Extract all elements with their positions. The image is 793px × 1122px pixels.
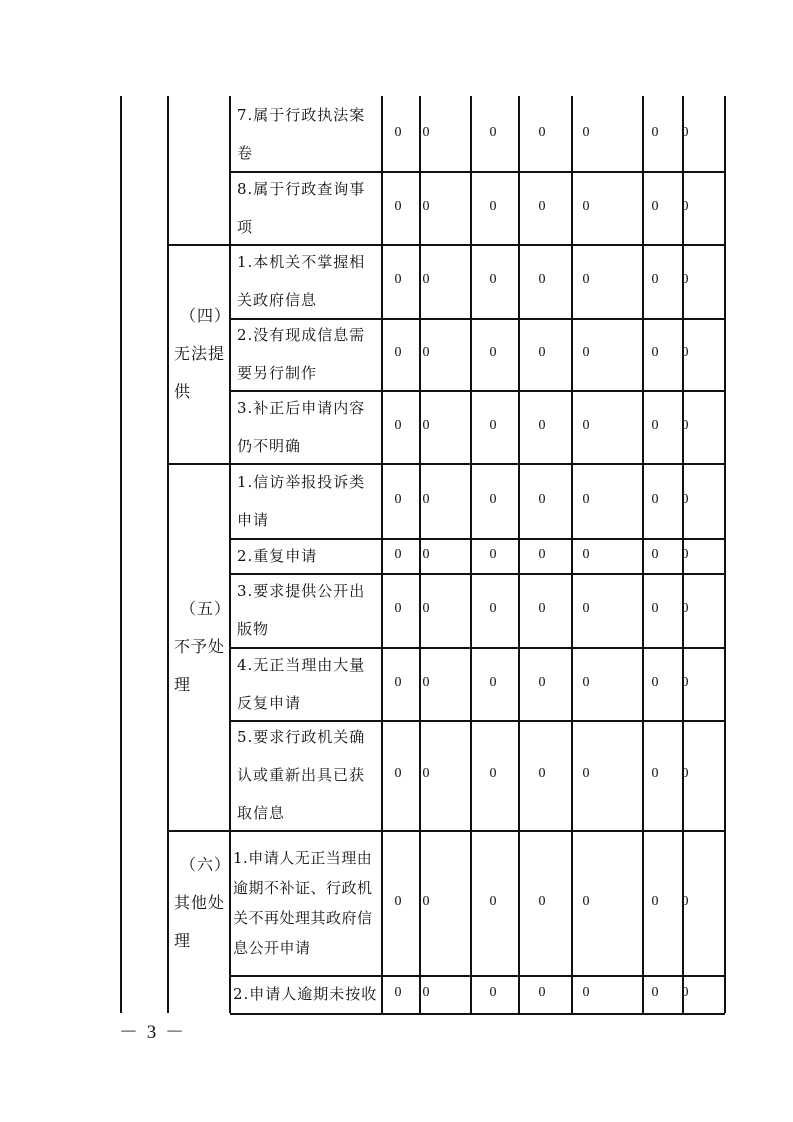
table-cell-value: 0: [651, 893, 659, 909]
table-row: [230, 390, 381, 463]
table-cell-value: 0: [394, 985, 402, 1000]
row-label-line: 3.要求提供公开出: [237, 582, 366, 600]
table-row: [230, 244, 381, 318]
group-label-line: （四）: [180, 305, 232, 325]
table-cell-value: 0: [681, 766, 689, 781]
table-cell-value: 0: [538, 893, 546, 909]
group-label-line: 无法提: [174, 343, 226, 363]
table-cell-value: 0: [489, 345, 497, 360]
table-cell-value: 0: [651, 198, 659, 214]
row-label-line: 1.信访举报投诉类: [237, 472, 366, 491]
table-cell-value: 0: [582, 893, 590, 909]
row-label: [230, 463, 365, 539]
table-cell-value: 0: [394, 546, 402, 562]
row-label: [230, 243, 365, 319]
row-label: [230, 984, 377, 1004]
table-column-divider: [642, 96, 644, 1013]
row-label-line: 项: [237, 217, 254, 236]
table-cell-value: 0: [651, 417, 659, 433]
table-cell-value: 0: [582, 674, 590, 690]
table-cell-value: 0: [681, 985, 689, 1000]
row-label-line: 2.没有现成信息需: [237, 326, 366, 344]
table-cell-value: 0: [582, 272, 590, 287]
table-cell-value: 0: [394, 491, 402, 507]
row-label-line: 3.补正后申请内容: [237, 398, 366, 417]
table-cell-value: 0: [681, 674, 689, 690]
row-label-line: 仍不明确: [237, 436, 302, 455]
table-cell-value: 0: [651, 491, 659, 507]
table-cell-value: 0: [489, 674, 497, 690]
table-cell-value: 0: [681, 198, 689, 214]
row-label-line: 1.申请人无正当理由: [233, 848, 373, 867]
table-cell-value: 0: [681, 893, 689, 909]
table-row: [230, 830, 381, 975]
group-label-line: 其他处: [174, 892, 226, 912]
group-cell: [167, 463, 232, 830]
table-cell-value: 0: [538, 985, 546, 1000]
table-cell-value: 0: [394, 766, 402, 781]
row-label-line: 2.重复申请: [237, 546, 318, 565]
table-cell-value: 0: [422, 766, 430, 781]
group-cell: [167, 830, 232, 975]
table-cell-value: 0: [582, 985, 590, 1000]
table-cell-value: 0: [651, 272, 659, 287]
group-label-line: 理: [174, 674, 192, 694]
table-cell-value: 0: [489, 272, 497, 287]
row-label: [230, 96, 365, 172]
table-cell-value: 0: [538, 546, 546, 562]
table-cell-value: 0: [681, 491, 689, 507]
table-cell-value: 0: [538, 601, 546, 616]
table-cell-value: 0: [489, 893, 497, 909]
table-border-outer-left: [120, 96, 122, 1013]
row-label-line: 5.要求行政机关确: [237, 728, 366, 746]
table-cell-value: 0: [582, 198, 590, 214]
group-label-line: （六）: [180, 854, 232, 874]
table-cell-value: 0: [394, 198, 402, 214]
table-cell-value: 0: [489, 124, 497, 140]
table-cell-value: 0: [538, 766, 546, 781]
table-cell-value: 0: [489, 601, 497, 616]
row-label-line: 申请: [237, 510, 270, 529]
table-row: [230, 171, 381, 244]
table-cell-value: 0: [394, 124, 402, 140]
row-label-line: 版物: [237, 620, 270, 638]
table-cell-value: 0: [422, 674, 430, 690]
table-cell-value: 0: [422, 417, 430, 433]
table-row-divider: [230, 1013, 725, 1015]
row-label-line: 关不再处理其政府信: [233, 908, 373, 927]
table-cell-value: 0: [651, 124, 659, 140]
table-cell-value: 0: [681, 272, 689, 287]
table-cell-value: 0: [582, 417, 590, 433]
table-column-divider: [571, 96, 573, 1013]
table-column-divider: [724, 96, 726, 1013]
group-label-line: 理: [174, 930, 192, 950]
row-label: [230, 170, 365, 246]
table-cell-value: 0: [582, 124, 590, 140]
table-cell-value: 0: [538, 272, 546, 287]
table-cell-value: 0: [489, 417, 497, 433]
table-row: [230, 720, 381, 830]
table-row: [230, 975, 381, 1013]
row-label-line: 取信息: [237, 804, 286, 822]
row-label-line: 关政府信息: [237, 291, 318, 309]
row-label-line: 反复申请: [237, 693, 302, 712]
group-label-line: 不予处: [174, 636, 226, 656]
table-cell-value: 0: [489, 985, 497, 1000]
row-label: [230, 389, 365, 465]
table-row: [230, 318, 381, 390]
row-label-line: 8.属于行政查询事: [237, 179, 366, 198]
table-cell-value: 0: [681, 546, 689, 562]
row-label: [230, 316, 365, 392]
table-cell-value: 0: [422, 198, 430, 214]
row-label: [230, 646, 365, 722]
group-label-line: 供: [174, 381, 192, 401]
table-cell-value: 0: [538, 491, 546, 507]
table-cell-value: 0: [422, 546, 430, 562]
table-cell-value: 0: [651, 674, 659, 690]
table-cell-value: 0: [651, 546, 659, 562]
group-label: [167, 297, 231, 411]
table-cell-value: 0: [489, 766, 497, 781]
table-row: [230, 647, 381, 720]
table-cell-value: 0: [651, 601, 659, 616]
table-cell-value: 0: [582, 491, 590, 507]
row-label: [230, 572, 365, 648]
table-cell-value: 0: [394, 674, 402, 690]
table-cell-value: 0: [681, 345, 689, 360]
table-cell-value: 0: [681, 124, 689, 140]
table-cell-value: 0: [422, 272, 430, 287]
table-cell-value: 0: [422, 345, 430, 360]
row-label-line: 息公开申请: [233, 938, 311, 957]
table-cell-value: 0: [538, 674, 546, 690]
row-label-line: 卷: [237, 143, 254, 162]
table-cell-value: 0: [394, 893, 402, 909]
page-number: － 3 －: [119, 1022, 187, 1043]
table-cell-value: 0: [489, 546, 497, 562]
table-cell-value: 0: [538, 198, 546, 214]
row-label-line: 2.申请人逾期未按收: [233, 985, 378, 1003]
table-column-divider: [518, 96, 520, 1013]
table-row: [230, 463, 381, 538]
table-cell-value: 0: [681, 417, 689, 433]
table-cell-value: 0: [651, 766, 659, 781]
table-cell-value: 0: [394, 345, 402, 360]
table-cell-value: 0: [582, 766, 590, 781]
table-cell-value: 0: [394, 272, 402, 287]
row-label: [230, 537, 317, 575]
row-label: [230, 843, 373, 963]
table-cell-value: 0: [651, 985, 659, 1000]
table-cell-value: 0: [422, 491, 430, 507]
table-column-divider: [470, 96, 472, 1013]
row-label-line: 要另行制作: [237, 364, 318, 382]
table-cell-value: 0: [422, 601, 430, 616]
row-label-line: 逾期不补证、行政机: [233, 878, 373, 897]
table-cell-value: 0: [538, 417, 546, 433]
table-cell-value: 0: [651, 345, 659, 360]
table-cell-value: 0: [489, 198, 497, 214]
table-cell-value: 0: [582, 601, 590, 616]
table-cell-value: 0: [489, 491, 497, 507]
group-label: [167, 846, 231, 960]
table-cell-value: 0: [422, 893, 430, 909]
table-row: [230, 96, 381, 171]
group-cell: [167, 244, 232, 463]
row-label-line: 认或重新出具已获: [237, 766, 366, 784]
table-cell-value: 0: [582, 546, 590, 562]
table-cell-value: 0: [422, 985, 430, 1000]
row-label-line: 1.本机关不掌握相: [237, 253, 366, 271]
table-cell-value: 0: [538, 345, 546, 360]
group-label: [167, 590, 231, 704]
row-label-line: 4.无正当理由大量: [237, 655, 366, 674]
table-cell-value: 0: [582, 345, 590, 360]
table-cell-value: 0: [422, 124, 430, 140]
table-column-divider: [381, 96, 383, 1013]
row-label-line: 7.属于行政执法案: [237, 105, 366, 124]
table-row: [230, 573, 381, 647]
group-label-line: （五）: [180, 598, 232, 618]
table-cell-value: 0: [394, 417, 402, 433]
table-row: [230, 538, 381, 573]
table-cell-value: 0: [538, 124, 546, 140]
table-cell-value: 0: [681, 601, 689, 616]
table-cell-value: 0: [394, 601, 402, 616]
row-label: [230, 718, 365, 832]
